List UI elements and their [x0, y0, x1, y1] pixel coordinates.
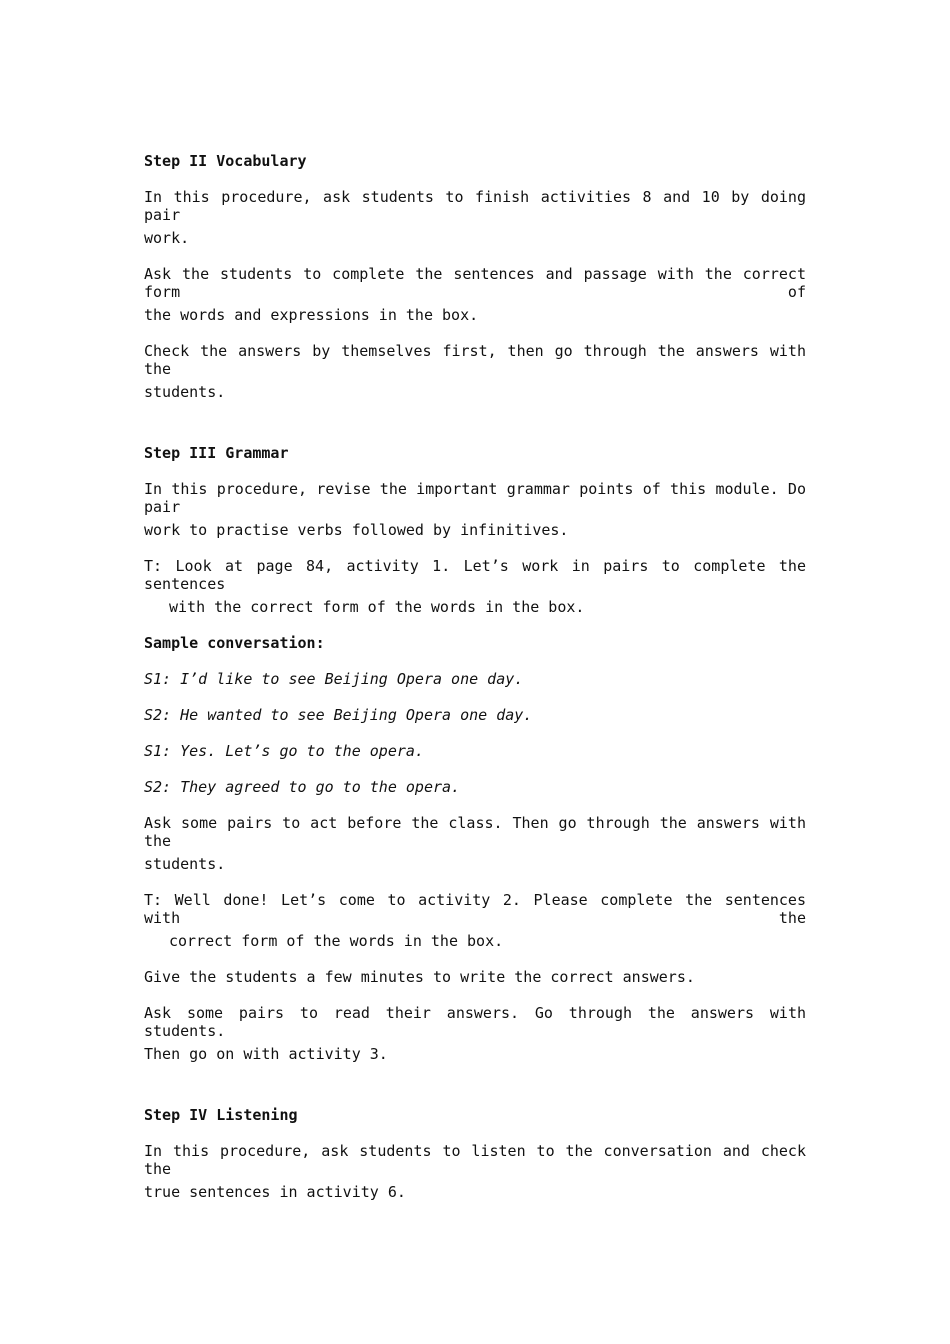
- teacher-line: T: Look at page 84, activity 1. Let’s work in pairs to complete the sentences: [144, 557, 806, 593]
- paragraph-line: Ask the students to complete the sentences and passage with the correct form of: [144, 265, 806, 301]
- paragraph-line: students.: [144, 383, 226, 401]
- paragraph-line: Ask some pairs to read their answers. Go through the answers with students.: [144, 1004, 806, 1040]
- conversation-line: S2: He wanted to see Beijing Opera one day.: [144, 706, 533, 724]
- paragraph-line: students.: [144, 855, 226, 873]
- conversation-line: S2: They agreed to go to the opera.: [144, 778, 461, 796]
- paragraph-line: work to practise verbs followed by infinitives.: [144, 521, 569, 539]
- paragraph-line: Give the students a few minutes to write the correct answers.: [144, 968, 695, 986]
- heading-step-4: Step IV Listening: [144, 1106, 298, 1124]
- paragraph-line: In this procedure, ask students to listen to the conversation and check the: [144, 1142, 806, 1178]
- conversation-line: S1: I’d like to see Beijing Opera one day.: [144, 670, 524, 688]
- teacher-line: T: Well done! Let’s come to activity 2. Please complete the sentences with the: [144, 891, 806, 927]
- paragraph-line: true sentences in activity 6.: [144, 1183, 406, 1201]
- paragraph-line: In this procedure, ask students to finish activities 8 and 10 by doing pair: [144, 188, 806, 224]
- conversation-line: S1: Yes. Let’s go to the opera.: [144, 742, 424, 760]
- teacher-line-continued: with the correct form of the words in the box.: [169, 598, 585, 616]
- heading-step-3: Step III Grammar: [144, 444, 289, 462]
- sample-conversation-label: Sample conversation:: [144, 634, 325, 652]
- paragraph-line: Check the answers by themselves first, then go through the answers with the: [144, 342, 806, 378]
- heading-step-2: Step II Vocabulary: [144, 152, 307, 170]
- paragraph-line: work.: [144, 229, 190, 247]
- paragraph-line: In this procedure, revise the important grammar points of this module. Do pair: [144, 480, 806, 516]
- teacher-line-continued: correct form of the words in the box.: [169, 932, 504, 950]
- paragraph-line: Ask some pairs to act before the class. Then go through the answers with the: [144, 814, 806, 850]
- paragraph-line: Then go on with activity 3.: [144, 1045, 388, 1063]
- paragraph-line: the words and expressions in the box.: [144, 306, 479, 324]
